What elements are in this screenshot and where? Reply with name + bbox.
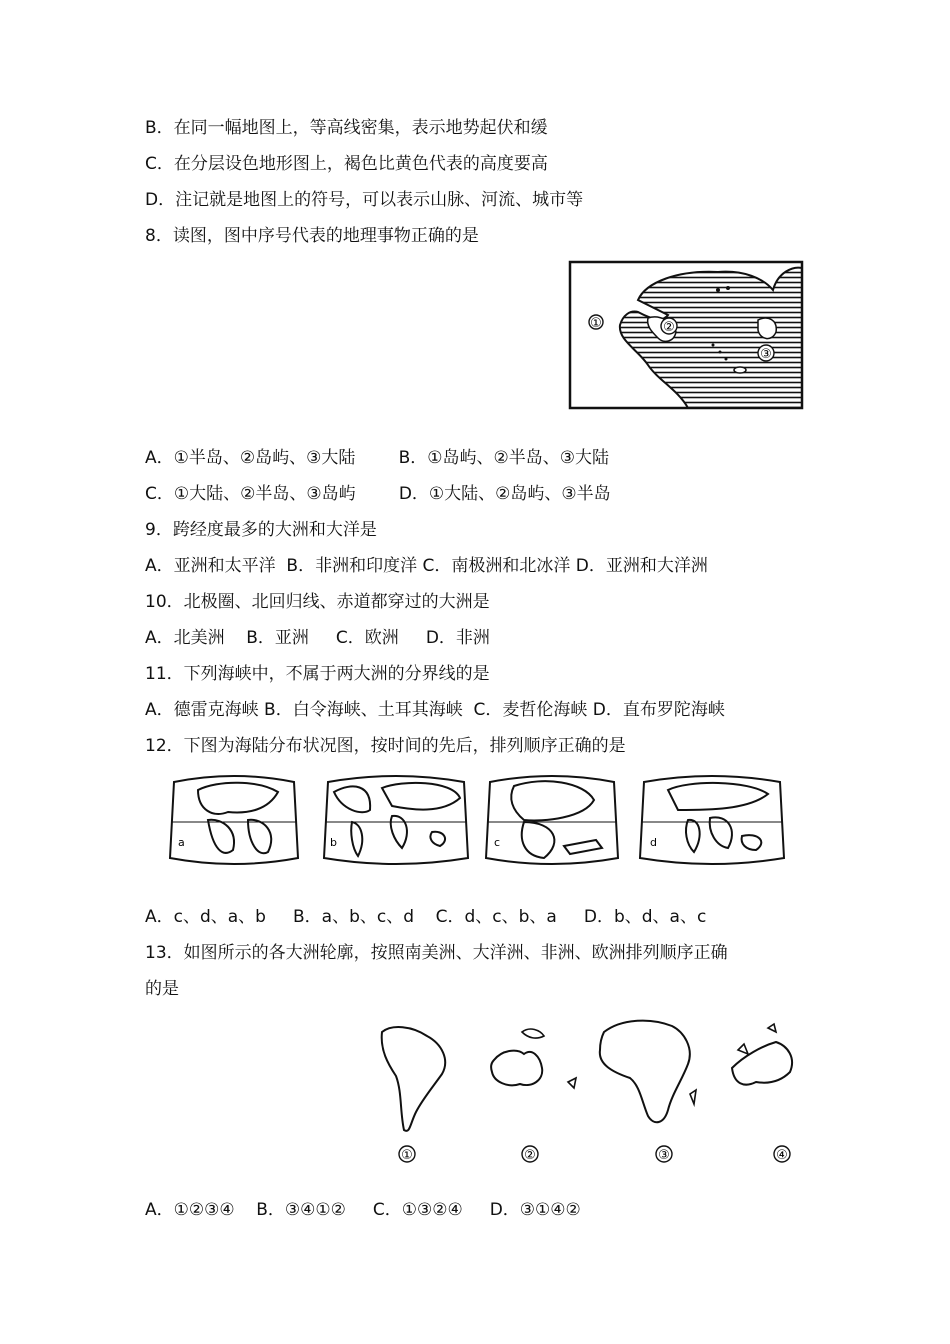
q7-option-c: C．在分层设色地形图上，褐色比黄色代表的高度要高 xyxy=(145,154,548,174)
q13-stem-line2: 的是 xyxy=(145,979,179,999)
q13-stem-line1: 13．如图所示的各大洲轮廓，按照南美洲、大洋洲、非洲、欧洲排列顺序正确 xyxy=(145,943,728,963)
q8-label-3: ① xyxy=(590,316,602,331)
q12-label-d: d xyxy=(650,836,657,849)
q8-map-figure xyxy=(568,260,804,410)
q13-label-4: ④ xyxy=(776,1148,788,1163)
q12-map-b xyxy=(324,776,468,864)
q13-label-1: ① xyxy=(401,1148,413,1163)
q12-label-b: b xyxy=(330,836,337,849)
q12-label-a: a xyxy=(178,836,185,849)
q8-label-1: ③ xyxy=(760,347,772,362)
q13-continents-figure xyxy=(372,1012,802,1172)
q13-label-2: ② xyxy=(524,1148,536,1163)
q12-label-c: c xyxy=(494,836,501,849)
q12-options: A．c、d、a、b B．a、b、c、d C．d、c、b、a D．b、d、a、c xyxy=(145,907,707,927)
q7-option-b: B．在同一幅地图上，等高线密集，表示地势起伏和缓 xyxy=(145,118,548,138)
q10-options: A．北美洲 B．亚洲 C．欧洲 D．非洲 xyxy=(145,628,490,648)
q13-oceania-shape xyxy=(491,1051,542,1086)
q13-south-america-shape xyxy=(382,1027,445,1131)
q9-stem: 9．跨经度最多的大洲和大洋是 xyxy=(145,520,377,540)
q13-options: A．①②③④ B．③④①② C．①③②④ D．③①④② xyxy=(145,1200,581,1220)
q11-stem: 11．下列海峡中，不属于两大洲的分界线的是 xyxy=(145,664,490,684)
q8-bay-shape xyxy=(758,318,776,338)
q11-options: A．德雷克海峡 B．白令海峡、土耳其海峡 C．麦哲伦海峡 D．直布罗陀海峡 xyxy=(145,700,725,720)
q12-map-c xyxy=(486,776,618,864)
q7-option-d: D．注记就是地图上的符号，可以表示山脉、河流、城市等 xyxy=(145,190,584,210)
q12-map-a xyxy=(170,776,298,864)
q8-label-2: ② xyxy=(663,320,675,335)
q13-label-3: ③ xyxy=(658,1148,670,1163)
q12-stem: 12．下图为海陆分布状况图，按时间的先后，排列顺序正确的是 xyxy=(145,736,626,756)
q8-island-shape xyxy=(734,367,746,373)
q8-options-row2: C．①大陆、②半岛、③岛屿 D．①大陆、②岛屿、③半岛 xyxy=(145,484,611,504)
q12-maps-figure xyxy=(168,770,788,870)
q8-stem: 8．读图，图中序号代表的地理事物正确的是 xyxy=(145,226,479,246)
q9-options: A．亚洲和太平洋 B．非洲和印度洋 C．南极洲和北冰洋 D．亚洲和大洋洲 xyxy=(145,556,708,576)
q8-options-row1: A．①半岛、②岛屿、③大陆 B．①岛屿、②半岛、③大陆 xyxy=(145,448,609,468)
q13-europe-shape xyxy=(732,1042,792,1085)
q10-stem: 10．北极圈、北回归线、赤道都穿过的大洲是 xyxy=(145,592,490,612)
q12-map-d xyxy=(640,776,784,864)
q13-africa-shape xyxy=(600,1021,690,1123)
